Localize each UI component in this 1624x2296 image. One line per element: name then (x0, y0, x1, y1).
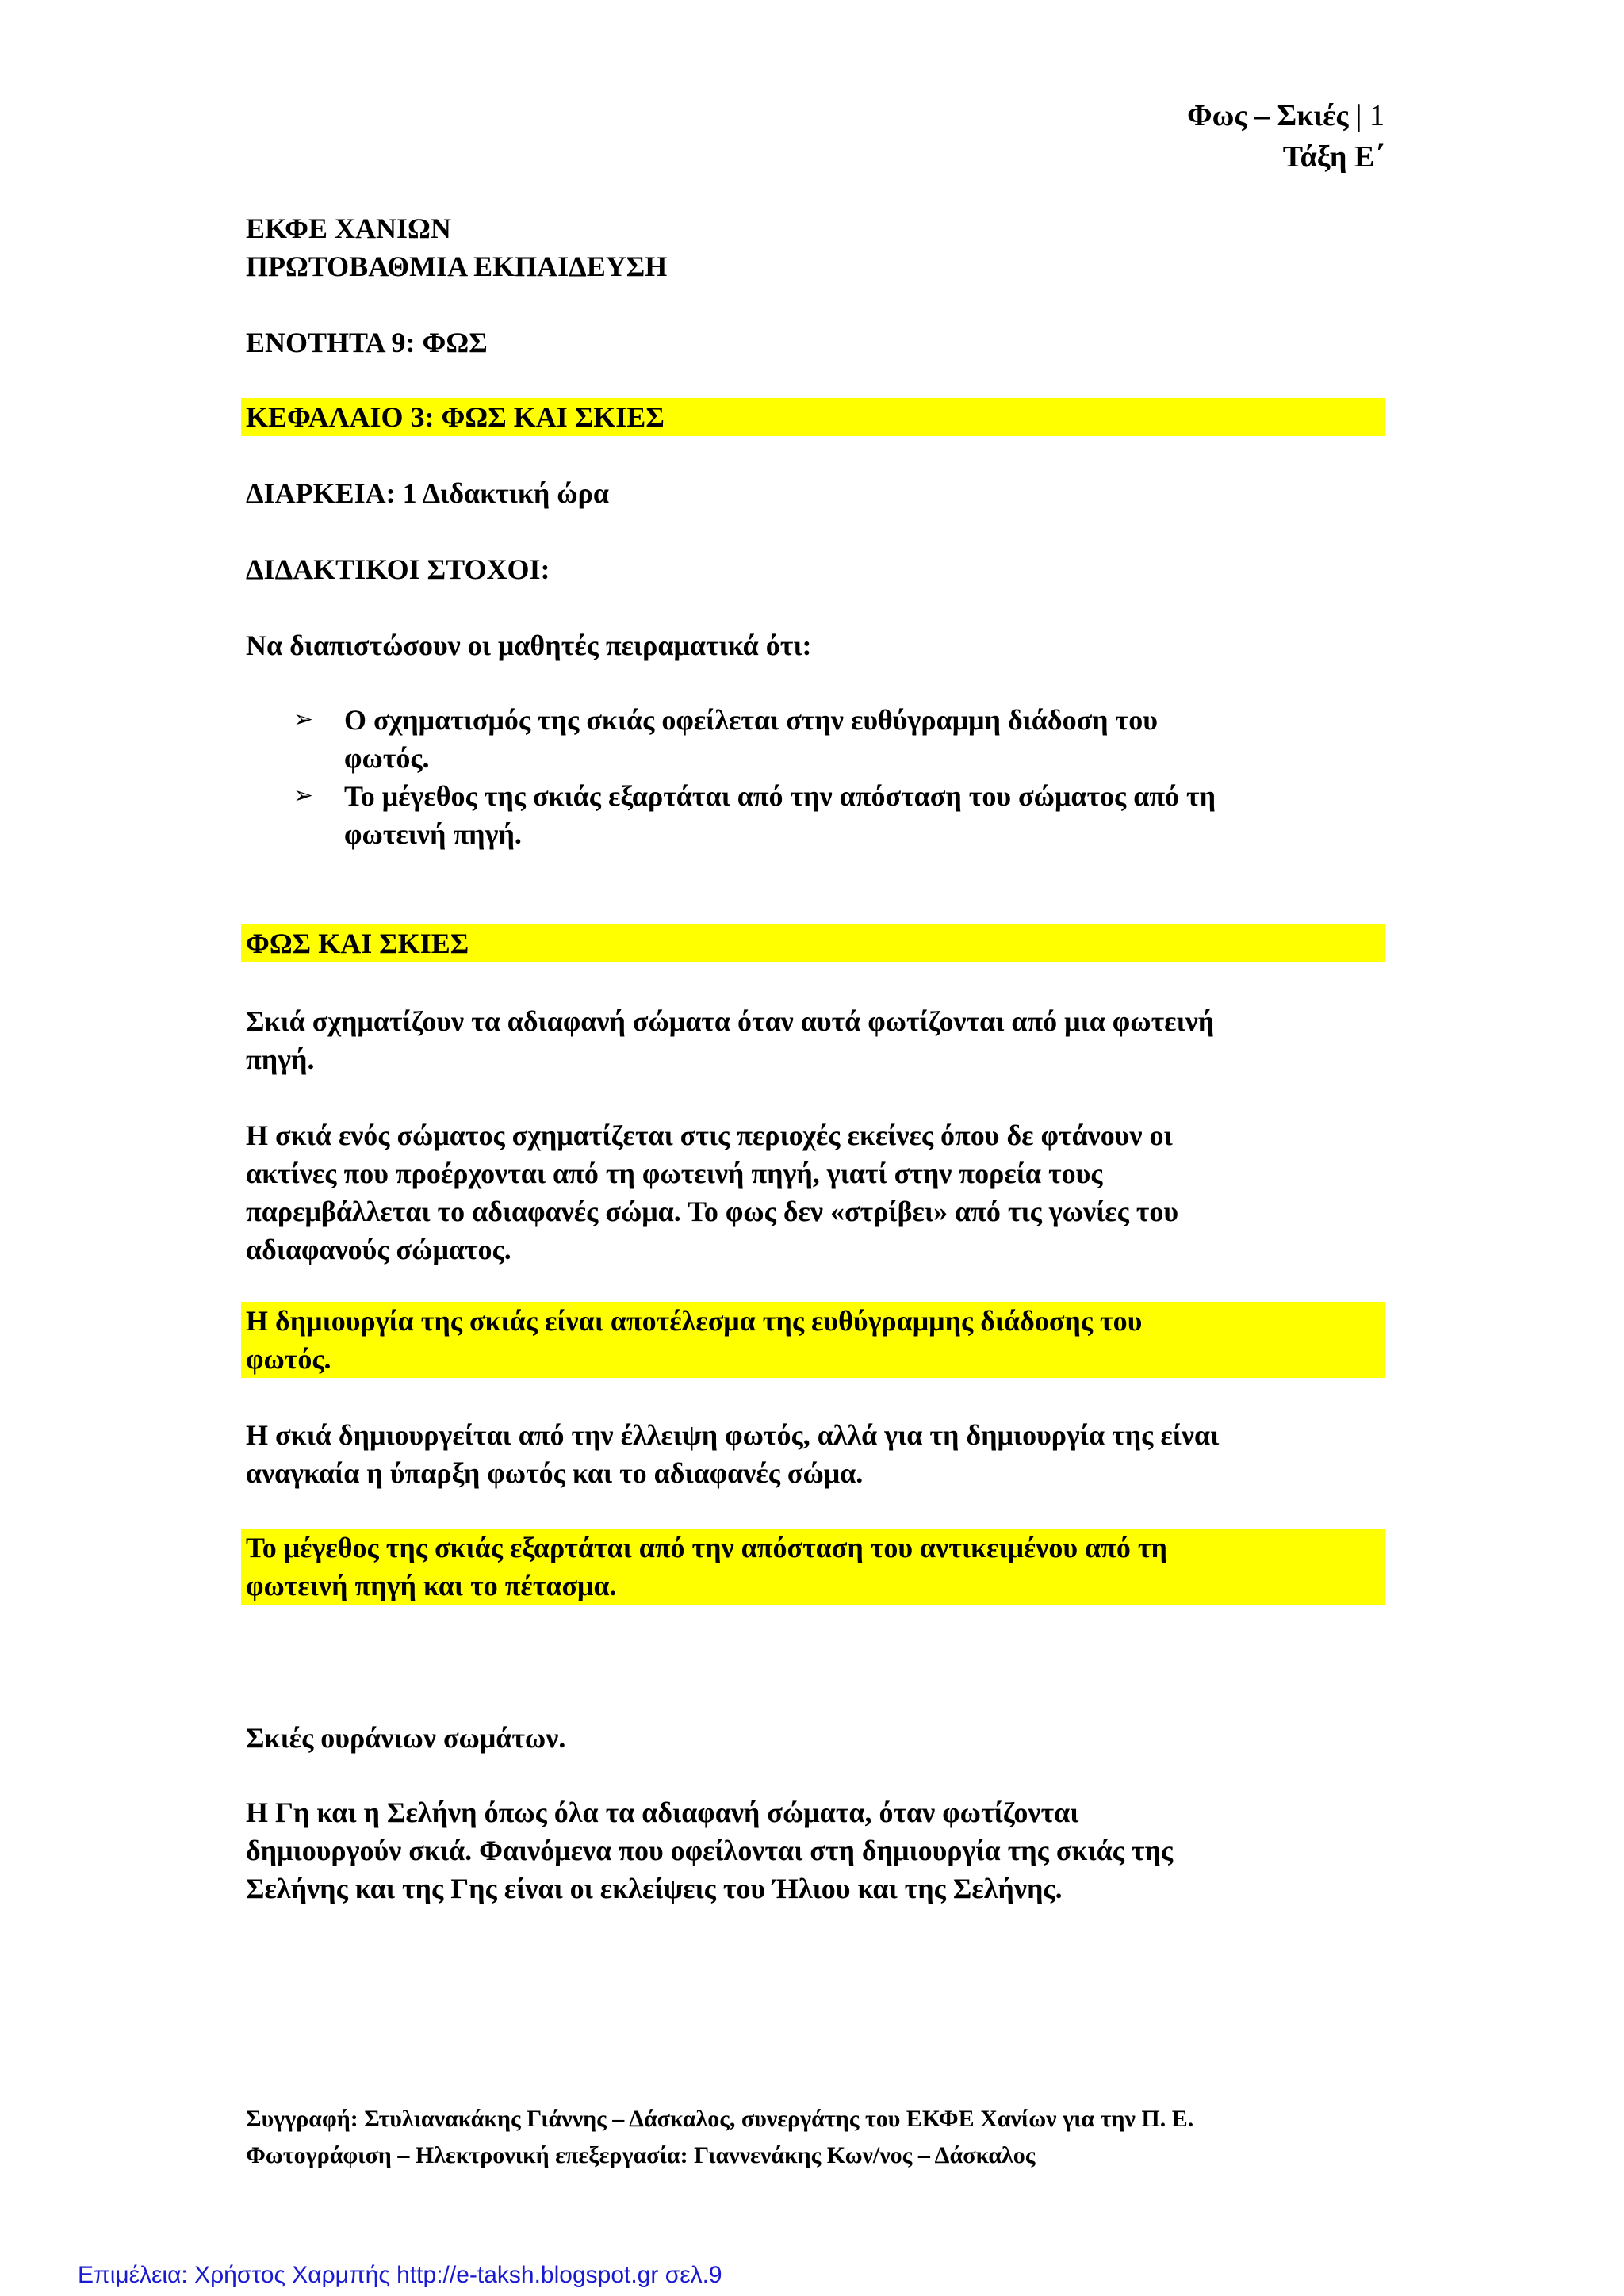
highlight-line: φωτός. (246, 1343, 331, 1375)
paragraph-2 (246, 1116, 1178, 1269)
paragraph-line: αδιαφανούς σώματος. (246, 1234, 511, 1265)
chapter-highlight (241, 398, 1385, 436)
list-item (293, 701, 1216, 777)
paragraph-line: Σκιά σχηματίζουν τα αδιαφανή σώματα όταν αυτά φωτίζονται από μια φωτεινή (246, 1005, 1215, 1037)
arrow-bullet-icon: ➢ (293, 782, 314, 809)
page-footer (78, 2261, 722, 2290)
arrow-bullet-icon: ➢ (293, 706, 314, 733)
header-separator: | (1355, 99, 1362, 132)
paragraph-line: Η Γη και η Σελήνη όπως όλα τα αδιαφανή σώματα, όταν φωτίζονται (246, 1797, 1079, 1828)
objective-line: Το μέγεθος της σκιάς εξαρτάται από την απόσταση του σώματος από τη (344, 780, 1216, 812)
highlight-box-1 (241, 1302, 1385, 1378)
header-class-level: Τάξη Ε΄ (1282, 140, 1385, 174)
photo-credit: Φωτογράφιση – Ηλεκτρονική επεξεργασία: Γιαννενάκης Κων/νος – Δάσκαλος (246, 2142, 1036, 2168)
list-item (293, 777, 1216, 853)
credits (246, 2101, 1193, 2174)
section-title: ΦΩΣ ΚΑΙ ΣΚΙΕΣ (246, 928, 469, 959)
objectives-list (293, 701, 1216, 853)
highlight-line: Το μέγεθος της σκιάς εξαρτάται από την απόσταση του αντικειμένου από τη (246, 1532, 1167, 1563)
highlight-box-2 (241, 1529, 1385, 1605)
celestial-title: Σκιές ουράνιων σωμάτων. (246, 1722, 566, 1754)
paragraph-line: αναγκαία η ύπαρξη φωτός και το αδιαφανές σώμα. (246, 1457, 864, 1489)
org-name: ΕΚΦΕ ΧΑΝΙΩΝ (246, 212, 451, 244)
highlight-line: φωτεινή πηγή και το πέτασμα. (246, 1570, 617, 1601)
header-page-number: 1 (1369, 99, 1385, 132)
paragraph-line: παρεμβάλλεται το αδιαφανές σώμα. Το φως δεν «στρίβει» από τις γωνίες του (246, 1196, 1179, 1227)
objective-line: φωτός. (344, 742, 430, 774)
paragraph-line: Σελήνης και της Γης είναι οι εκλείψεις του Ήλιου και της Σελήνης. (246, 1873, 1063, 1904)
paragraph-1 (246, 1002, 1214, 1078)
celestial-paragraph (246, 1793, 1173, 1908)
paragraph-line: δημιουργούν σκιά. Φαινόμενα που οφείλονται στη δημιουργία της σκιάς της (246, 1835, 1174, 1866)
objective-line: φωτεινή πηγή. (344, 818, 522, 850)
header-topic: Φως – Σκιές (1187, 99, 1349, 132)
education-level: ΠΡΩΤΟΒΑΘΜΙΑ ΕΚΠΑΙΔΕΥΣΗ (246, 251, 668, 282)
footer-page: σελ.9 (665, 2262, 722, 2288)
highlight-line: Η δημιουργία της σκιάς είναι αποτέλεσμα της ευθύγραμμης διάδοσης του (246, 1305, 1143, 1337)
footer-url[interactable]: http://e-taksh.blogspot.gr (396, 2262, 659, 2288)
paragraph-line: Η σκιά ενός σώματος σχηματίζεται στις περιοχές εκείνες όπου δε φτάνουν οι (246, 1119, 1173, 1151)
page-header (1187, 95, 1385, 178)
objectives-title: ΔΙΔΑΚΤΙΚΟΙ ΣΤΟΧΟΙ: (246, 553, 550, 585)
objective-line: Ο σχηματισμός της σκιάς οφείλεται στην ευθύγραμμη διάδοση του (344, 704, 1158, 736)
paragraph-line: Η σκιά δημιουργείται από την έλλειψη φωτός, αλλά για τη δημιουργία της είναι (246, 1419, 1220, 1451)
footer-editor: Επιμέλεια: Χρήστος Χαρμπής (78, 2262, 390, 2288)
duration: ΔΙΑΡΚΕΙΑ: 1 Διδακτική ώρα (246, 477, 609, 509)
section-highlight (241, 924, 1385, 962)
chapter-title: ΚΕΦΑΛΑΙΟ 3: ΦΩΣ ΚΑΙ ΣΚΙΕΣ (246, 401, 665, 433)
paragraph-3 (246, 1416, 1219, 1492)
author-credit: Συγγραφή: Στυλιανακάκης Γιάννης – Δάσκαλος, συνεργάτης του ΕΚΦΕ Χανίων για την Π. Ε. (246, 2106, 1194, 2132)
header-topic-line (1187, 95, 1385, 136)
paragraph-line: πηγή. (246, 1043, 315, 1075)
unit-title: ΕΝΟΤΗΤΑ 9: ΦΩΣ (246, 327, 488, 358)
paragraph-line: ακτίνες που προέρχονται από τη φωτεινή πηγή, γιατί στην πορεία τους (246, 1158, 1103, 1189)
objectives-lead: Να διαπιστώσουν οι μαθητές πειραματικά ότι: (246, 629, 812, 661)
